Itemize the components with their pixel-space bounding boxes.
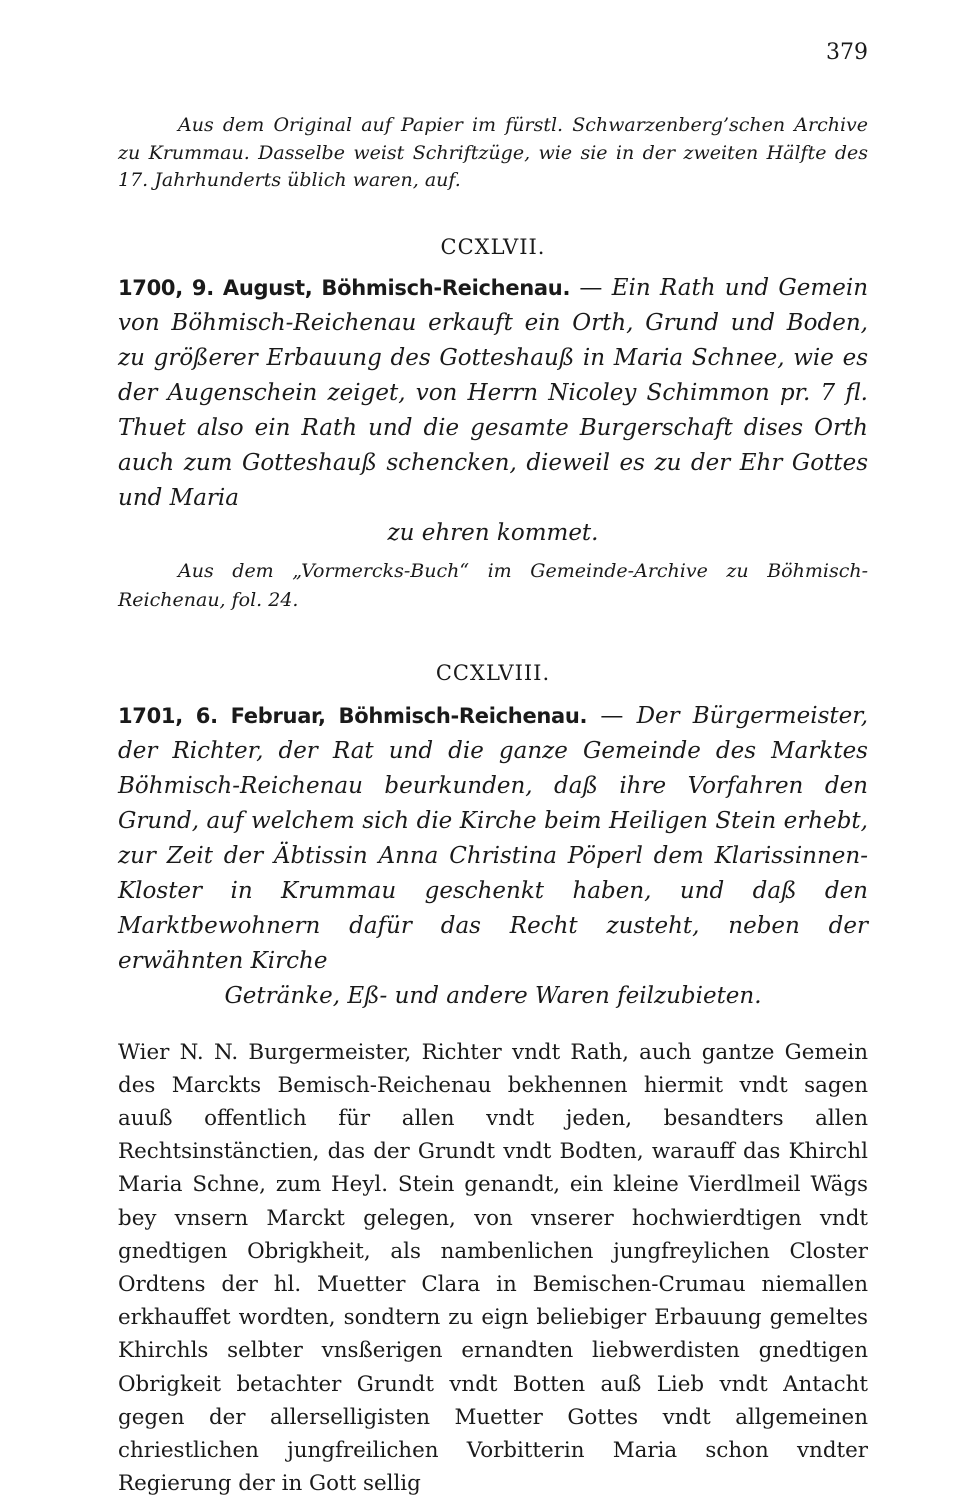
regest-248-text: Der Bürgermeister, der Richter, der Rat und die ganze Gemeinde des Marktes Böhmisch-Reichenau beurkunden, daß ihre Vorfahren den Grund, auf welchem sich die Kirche beim Heiligen Stein erhebt, zur Zeit der Äbtissin Anna Christina Pöperl dem Klarissinnen-Kloster in Krummau geschenkt haben, und daß den Marktbewohnern dafür das Recht zusteht, neben der erwähnten Kirche (118, 703, 868, 974)
regest-247-end: zu ehren kommet. (118, 516, 868, 551)
regest-248-end: Getränke, Eß- und andere Waren feilzubieten. (118, 979, 868, 1014)
document-number-247: CCXLVII. (118, 235, 868, 259)
regest-247-heading: 1700, 9. August, Böhmisch-Reichenau. (118, 276, 570, 300)
document-page (118, 40, 868, 1500)
regest-248-heading: 1701, 6. Februar, Böhmisch-Reichenau. (118, 704, 587, 728)
regest-248-dash: — (600, 703, 623, 729)
regest-247-text: Ein Rath und Gemein von Böhmisch-Reichenau erkauft ein Orth, Grund und Boden, zu größerer Erbauung des Gotteshauß in Maria Schnee, wie es der Augenschein zeiget, von Herrn Nicoley Schimmon pr. 7 fl. Thuet also ein Rath und die gesamte Burgerschaft dises Orth auch zum Gotteshauß schencken, dieweil es zu der Ehr Gottes und Maria (118, 275, 868, 511)
regest-248 (118, 699, 868, 1014)
regest-247-dash: — (579, 275, 602, 301)
archive-note: Aus dem Original auf Papier im fürstl. Schwarzenberg’schen Archive zu Krummau. Dasselbe weist Schriftzüge, wie sie in der zweiten Hälfte des 17. Jahrhunderts üblich waren, auf. (118, 112, 868, 195)
page-number: 379 (826, 40, 868, 65)
source-note-247: Aus dem „Vormercks-Buch“ im Gemeinde-Archive zu Böhmisch-Reichenau, fol. 24. (118, 557, 868, 615)
document-number-248: CCXLVIII. (118, 661, 868, 685)
charter-text-248: Wier N. N. Burgermeister, Richter vndt Rath, auch gantze Gemein des Marckts Bemisch-Reichenau bekhennen hiermit vndt sagen auuß offentlich für allen vndt jeden, besandters allen Rechtsinstänctien, das der Grundt vndt Bodten, warauff das Khirchl Maria Schne, zum Heyl. Stein genandt, ein kleine Vierdlmeil Wägs bey vnsern Marckt gelegen, von vnserer hochwierdtigen vndt gnedtigen Obrigkheit, als nambenlichen jungfreylichen Closter Ordtens der hl. Muetter Clara in Bemischen-Crumau niemallen erkhauffet wordten, sondtern zu eign beliebiger Erbauung gemeltes Khirchls selbter vnsßerigen ernandten liebwerdisten gnedtigen Obrigkeit betachter Grundt vndt Botten auß Lieb vndt Antacht gegen der allerselligisten Muetter Gottes vndt allgemeinen chriestlichen jungfreilichen Vorbitterin Maria schon vndter Regierung der in Gott sellig (118, 1036, 868, 1500)
regest-247 (118, 271, 868, 551)
